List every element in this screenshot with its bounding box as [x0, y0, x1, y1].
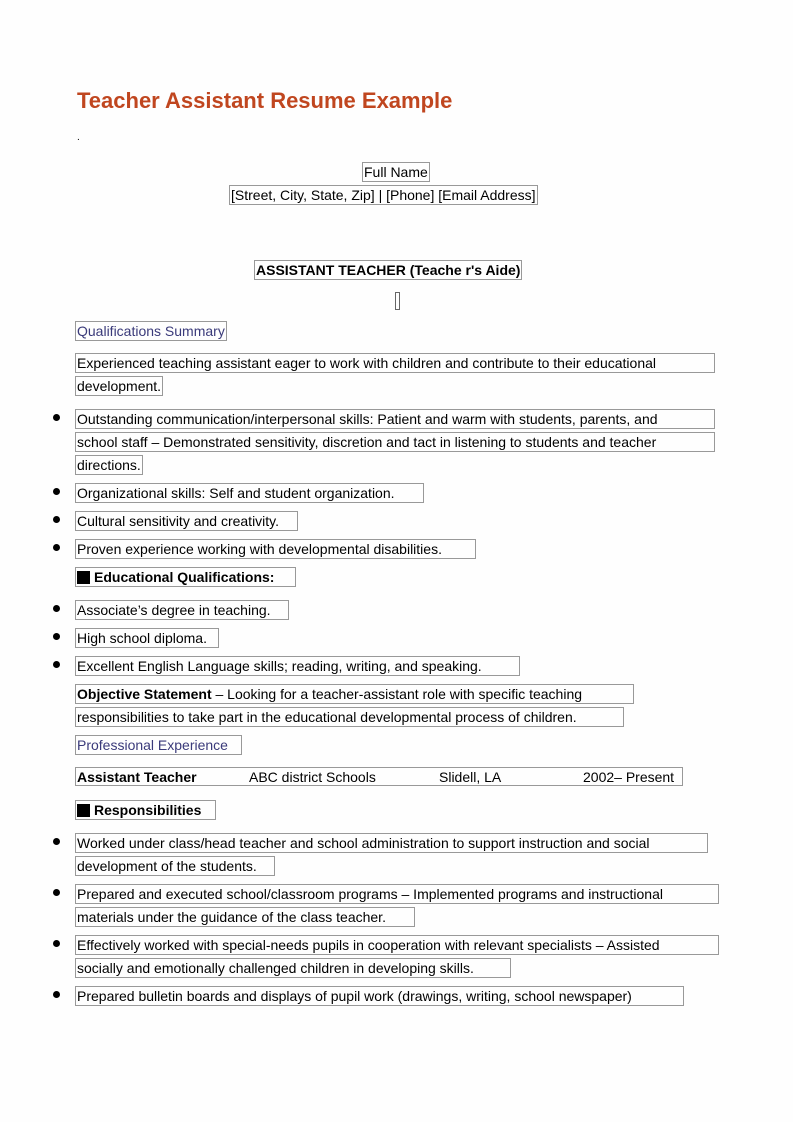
resp-bullet-2-line-1: Prepared and executed school/classroom programs – Implemented programs and instructional [75, 884, 719, 904]
qualifications-heading: Qualifications Summary [77, 323, 225, 339]
qual-bullet-1-line-2: school staff – Demonstrated sensitivity, discretion and tact in listening to students and teacher [75, 432, 715, 452]
stray-dot: . [77, 132, 80, 143]
bullet-dot [53, 488, 60, 495]
square-marker-icon [77, 571, 90, 584]
objective-text-1: – Looking for a teacher-assistant role with specific teaching [211, 686, 583, 702]
job-title: ASSISTANT TEACHER (Teache r's Aide) [256, 262, 521, 278]
experience-dates: 2002– Present [583, 769, 675, 785]
objective-line-1 [75, 684, 634, 704]
qual-bullet-4: Proven experience working with developmental disabilities. [75, 539, 476, 559]
experience-heading: Professional Experience [75, 735, 242, 755]
bullet-dot [53, 661, 60, 668]
experience-row [75, 767, 683, 786]
summary-line-2: development. [77, 378, 162, 394]
experience-location: Slidell, LA [439, 769, 502, 785]
responsibilities-heading-label: Responsibilities [94, 802, 202, 818]
resp-bullet-1-line-1: Worked under class/head teacher and school administration to support instruction and social [75, 833, 708, 853]
bullet-dot [53, 889, 60, 896]
bullet-dot [53, 940, 60, 947]
text-cursor-marker [395, 292, 400, 310]
experience-role: Assistant Teacher [77, 769, 197, 785]
bullet-dot [53, 838, 60, 845]
bullet-dot [53, 633, 60, 640]
edu-bullet-2: High school diploma. [75, 628, 219, 648]
education-heading [75, 567, 296, 587]
edu-bullet-3: Excellent English Language skills; reading, writing, and speaking. [75, 656, 520, 676]
qual-bullet-2: Organizational skills: Self and student organization. [75, 483, 424, 503]
contact-line: [Street, City, State, Zip] | [Phone] [Email Address] [231, 187, 536, 203]
square-marker-icon [77, 804, 90, 817]
full-name: Full Name [364, 164, 428, 180]
qual-bullet-1-line-3: directions. [77, 457, 141, 473]
resp-bullet-3-line-2: socially and emotionally challenged children in developing skills. [75, 958, 511, 978]
bullet-dot [53, 516, 60, 523]
experience-employer: ABC district Schools [249, 769, 376, 785]
bullet-dot [53, 605, 60, 612]
qual-bullet-1-line-1: Outstanding communication/interpersonal skills: Patient and warm with students, parents, and [75, 409, 715, 429]
resp-bullet-4: Prepared bulletin boards and displays of pupil work (drawings, writing, school newspaper) [75, 986, 684, 1006]
summary-line-1: Experienced teaching assistant eager to work with children and contribute to their educational [75, 353, 715, 373]
bullet-dot [53, 544, 60, 551]
bullet-dot [53, 414, 60, 421]
page-title: Teacher Assistant Resume Example [77, 88, 453, 113]
resp-bullet-1-line-2: development of the students. [75, 856, 275, 876]
edu-bullet-1: Associate’s degree in teaching. [75, 600, 289, 620]
resp-bullet-2-line-2: materials under the guidance of the class teacher. [75, 907, 415, 927]
education-heading-label: Educational Qualifications: [94, 569, 275, 585]
resp-bullet-3-line-1: Effectively worked with special-needs pupils in cooperation with relevant specialists – Assisted [75, 935, 719, 955]
responsibilities-heading [75, 800, 216, 820]
objective-line-2: responsibilities to take part in the educational developmental process of children. [75, 707, 624, 727]
bullet-dot [53, 991, 60, 998]
qual-bullet-3: Cultural sensitivity and creativity. [75, 511, 298, 531]
objective-label: Objective Statement [77, 686, 212, 702]
